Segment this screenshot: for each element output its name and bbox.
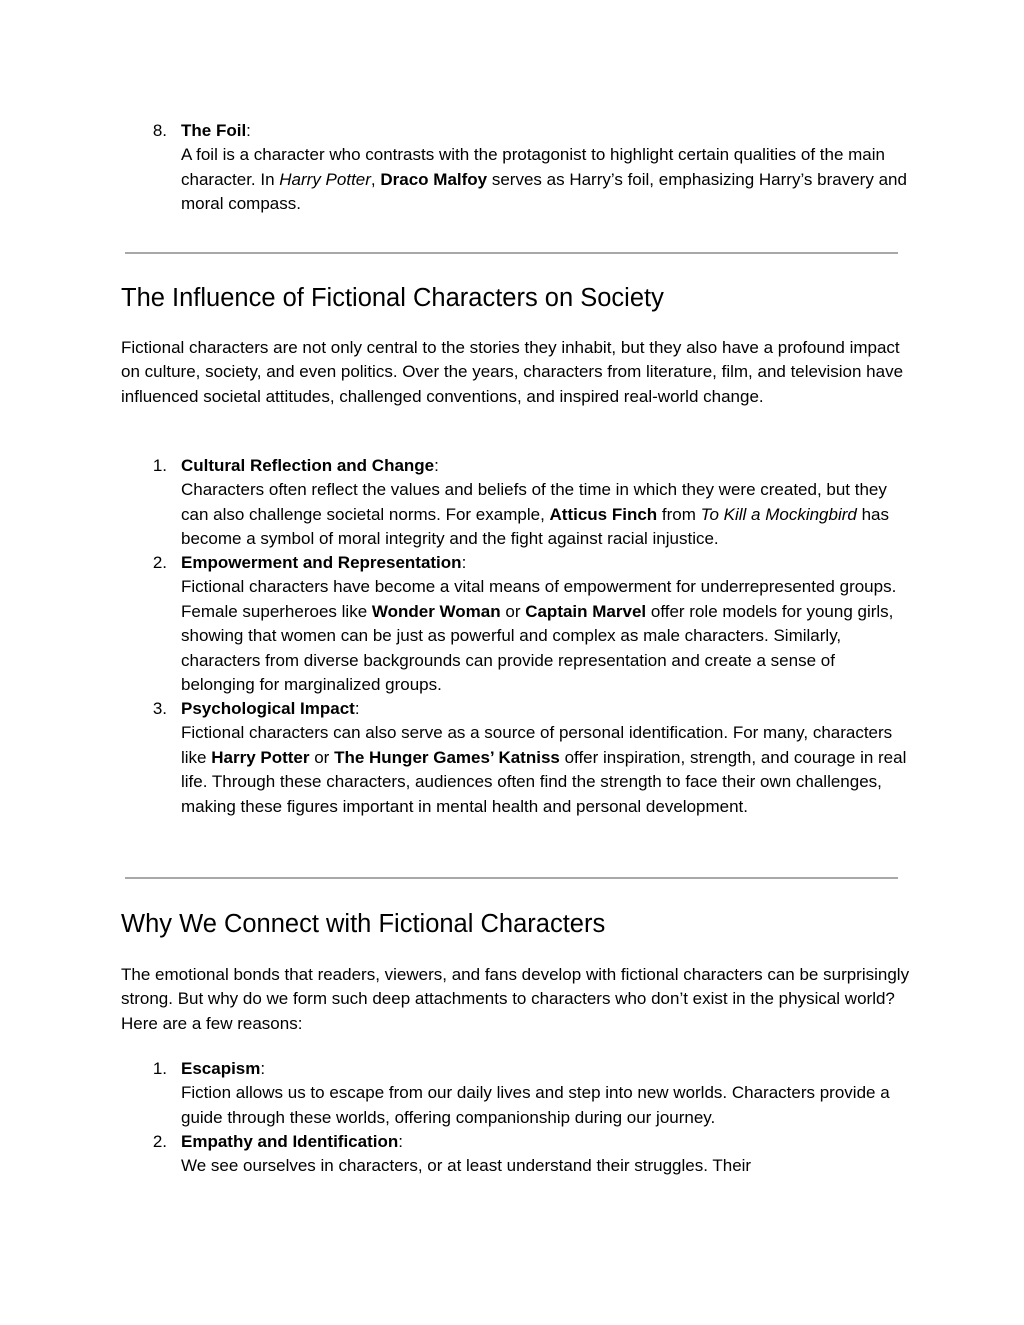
item-title: Empowerment and Representation (181, 553, 462, 572)
section-divider (125, 252, 898, 254)
bold-name: The Hunger Games’ Katniss (334, 747, 560, 767)
list-number: 3. (152, 699, 167, 718)
section-divider (125, 877, 898, 879)
bold-name: Draco Malfoy (380, 169, 488, 189)
list-number: 2. (152, 1132, 167, 1151)
list-item-body: Cultural Reflection and Change: Characters often reflect the values and beliefs of the time in which they were created, but they can also challenge societal norms. For example, Atticus Finch from To Kill a Mockingbird has become a symbol of moral integrity and the fight against racial injustice. (181, 456, 890, 549)
list-item-body: Escapism: Fiction allows us to escape from our daily lives and step into new worlds. Characters provide a guide through these worlds, offering companionship during our journey. (181, 1059, 890, 1127)
list-number: 1. (152, 456, 167, 475)
list-item-body: Empathy and Identification: We see ourselves in characters, or at least understand their struggles. Their (181, 1132, 752, 1176)
list-item-body: Psychological Impact: Fictional characters can also serve as a source of personal identification. For many, characters like Harry Potter or The Hunger Games’ Katniss offer inspiration, strength, and courage in real life. Through these characters, audiences often find the strength to face their own challenges, making these figures important in mental health and personal development. (181, 699, 907, 816)
item-title: Cultural Reflection and Change (181, 456, 435, 475)
bold-name: Wonder Woman (371, 601, 501, 621)
item-title: Psychological Impact (181, 699, 355, 718)
item-title: Escapism (181, 1059, 261, 1078)
section-heading-connect: Why We Connect with Fictional Characters (121, 910, 606, 938)
italic-reference: To Kill a Mockingbird (700, 504, 857, 524)
item-title: Empathy and Identification (181, 1132, 399, 1151)
bold-name: Captain Marvel (525, 601, 647, 621)
bold-name: Harry Potter (211, 747, 310, 767)
list-item-body: The Foil: A foil is a character who contrasts with the protagonist to highlight certain qualities of the main character. In Harry Potter, Draco Malfoy serves as Harry’s foil, emphasizing Harry’s bravery and moral compass. (181, 121, 907, 214)
italic-reference: Harry Potter (279, 169, 371, 189)
list-number: 2. (152, 553, 167, 572)
bold-name: Atticus Finch (549, 504, 658, 524)
item-title: The Foil (181, 121, 247, 140)
section-heading-influence: The Influence of Fictional Characters on Society (121, 284, 664, 312)
list-number: 8. (152, 121, 167, 140)
list-item-body: Empowerment and Representation: Fictional characters have become a vital means of empowerment for underrepresented groups. Female superheroes like Wonder Woman or Captain Marvel offer role models for young girls, showing that women can be just as powerful and complex as male characters. Similarly, characters from diverse backgrounds can provide representation and create a sense of belonging for marginalized groups. (181, 553, 897, 695)
intro-paragraph-connect: The emotional bonds that readers, viewers, and fans develop with fictional characters can be surprisingly strong. But why do we form such deep attachments to characters who don’t exist in the physical world? Here are a few reasons: (121, 965, 910, 1033)
intro-paragraph-influence: Fictional characters are not only central to the stories they inhabit, but they also have a profound impact on culture, society, and even politics. Over the years, characters from literature, film, and television have influenced societal attitudes, challenged conventions, and inspired real-world change. (121, 338, 904, 406)
list-number: 1. (152, 1059, 167, 1078)
